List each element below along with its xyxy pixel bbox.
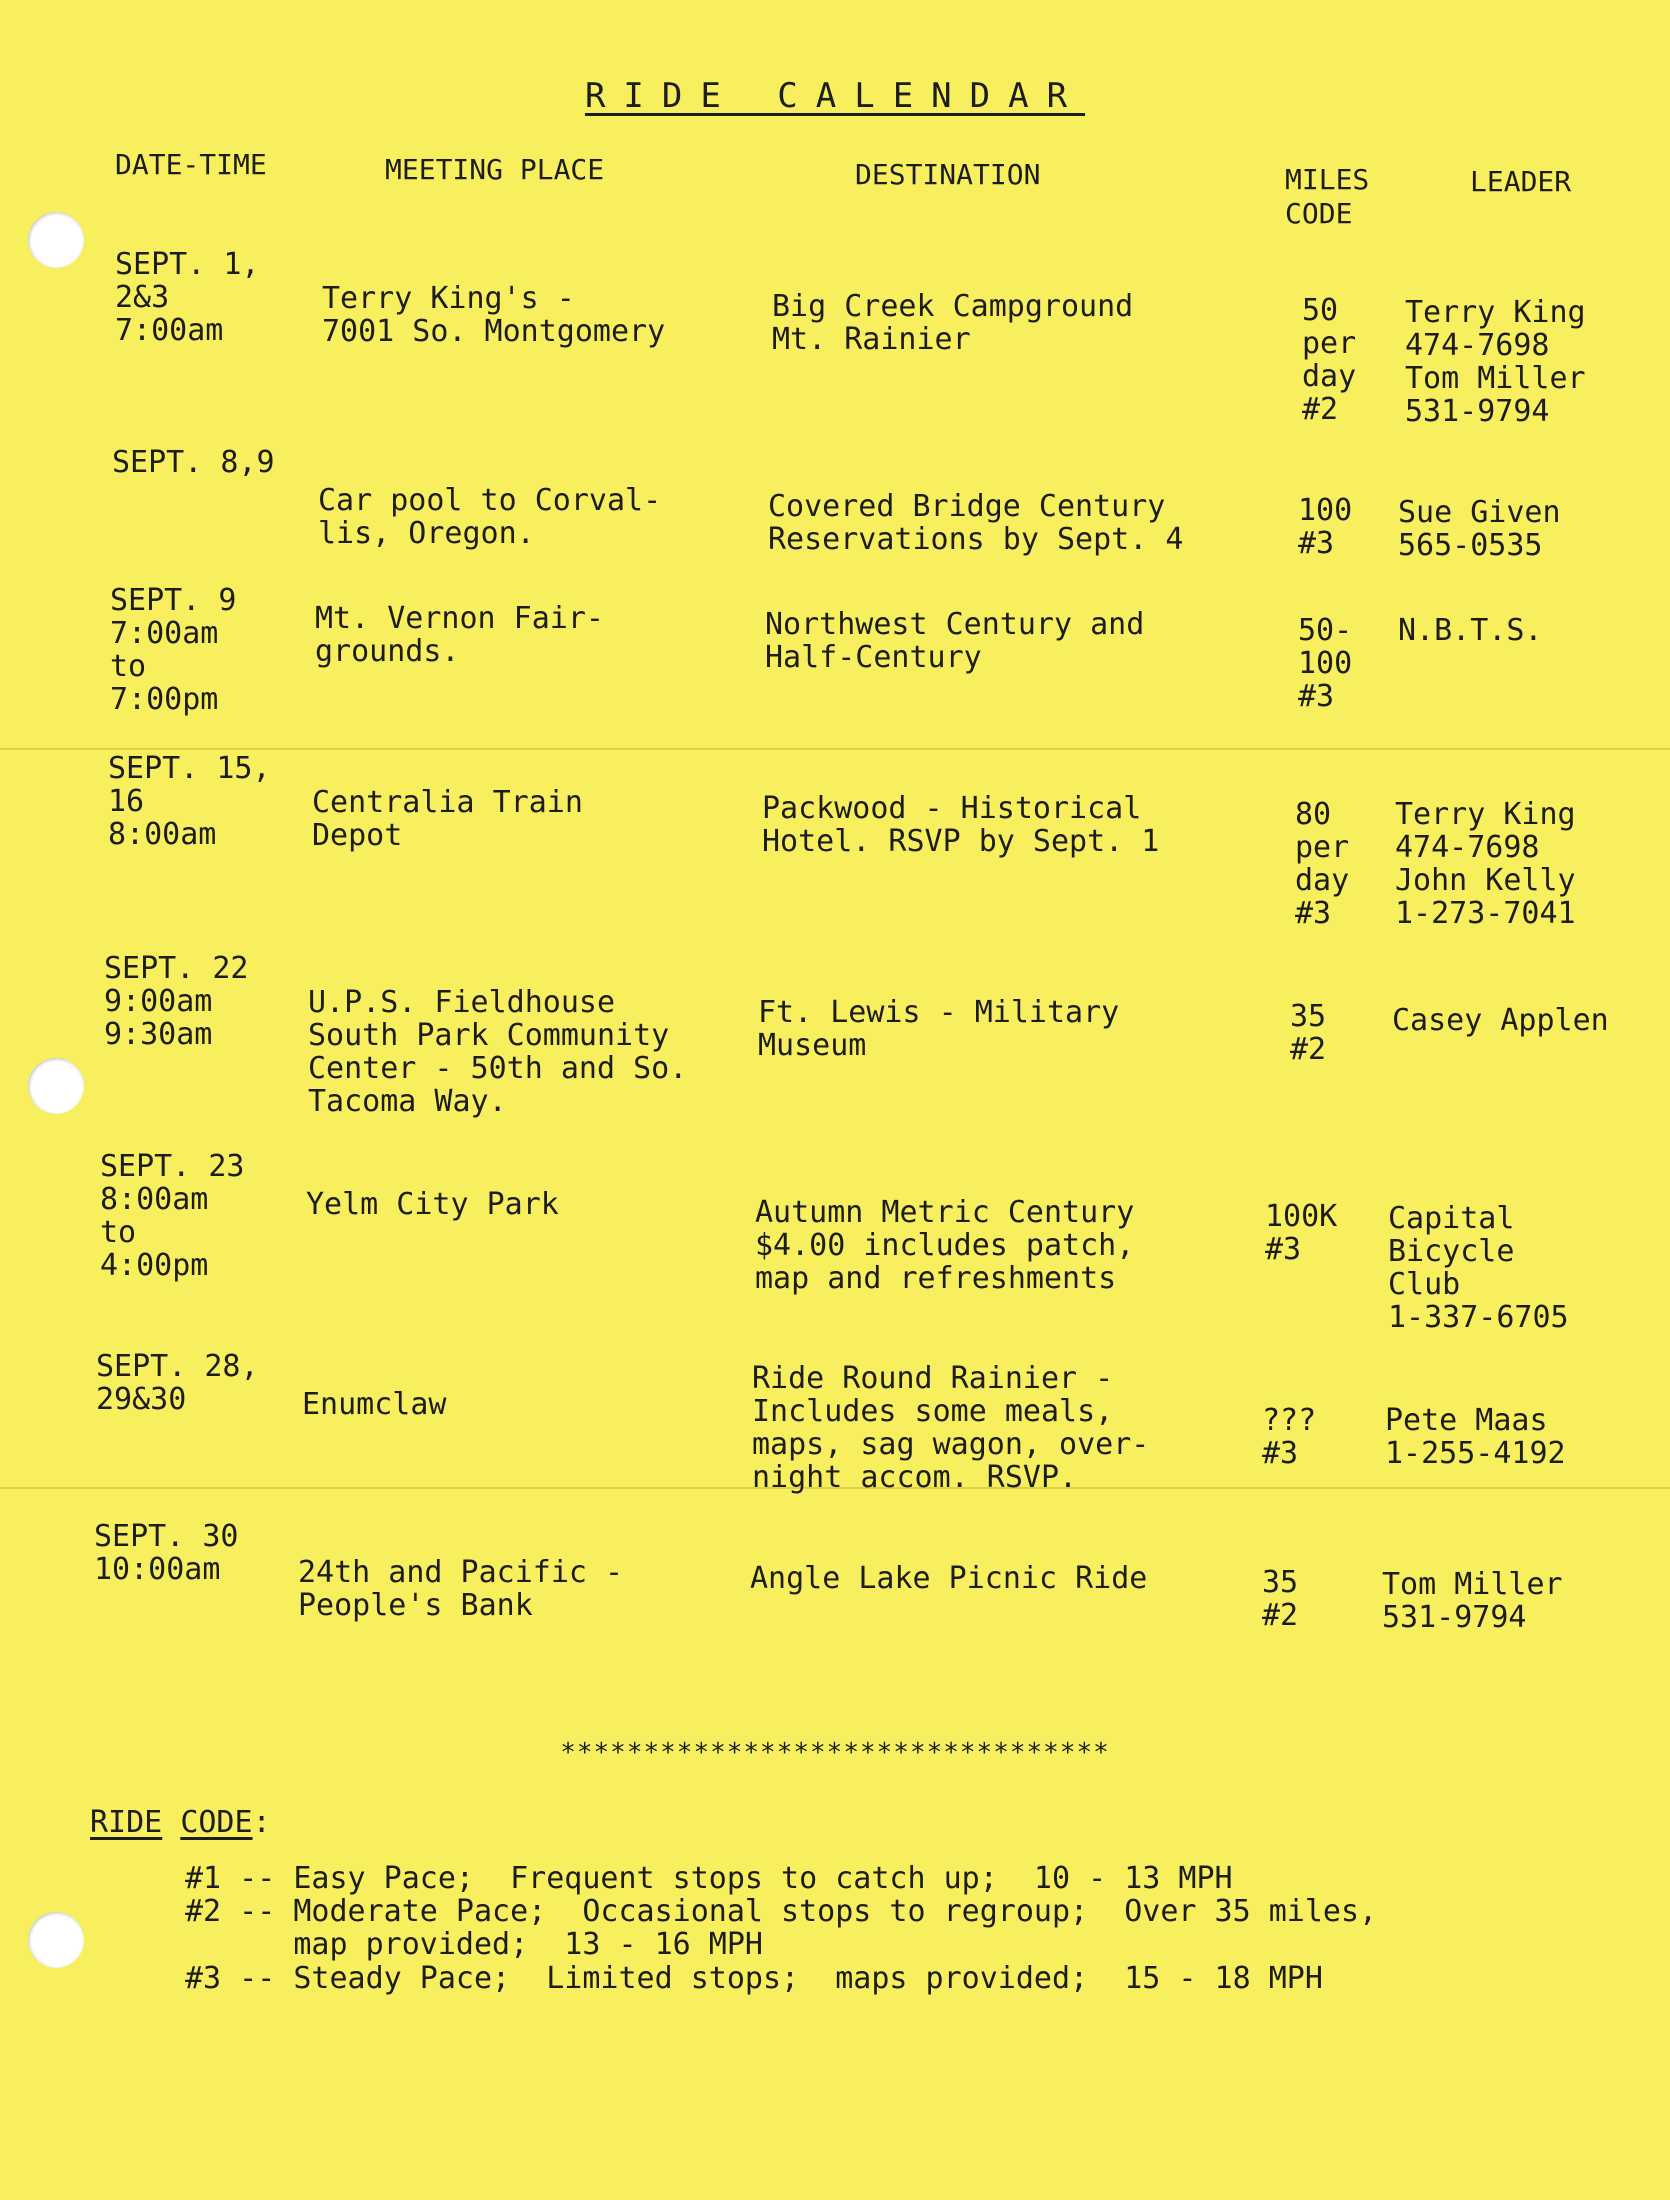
ride-date: SEPT. 8,9: [112, 445, 275, 480]
ride-miles-code: 100K #3: [1265, 1199, 1338, 1267]
separator-stars: *********************************: [560, 1738, 1110, 1768]
ride-date: SEPT. 28, 29&30: [96, 1349, 259, 1417]
ride-date: SEPT. 1, 2&3 7:00am: [115, 247, 260, 348]
ride-date: SEPT. 22 9:00am 9:30am: [104, 951, 249, 1052]
ride-miles-code: 50 per day #2: [1302, 293, 1357, 427]
ride-destination: Covered Bridge Century Reservations by Sept. 4: [768, 489, 1184, 557]
ride-meeting-place: Enumclaw: [302, 1387, 447, 1422]
ride-miles-code: 35 #2: [1262, 1565, 1299, 1633]
ride-destination: Ft. Lewis - Military Museum: [758, 995, 1120, 1063]
ride-destination: Autumn Metric Century $4.00 includes patch, map and refreshments: [755, 1195, 1135, 1296]
header-date-time: DATE-TIME: [115, 148, 267, 181]
ride-code-heading: [90, 1805, 271, 1840]
ride-destination: Northwest Century and Half-Century: [765, 607, 1145, 675]
punch-hole: [28, 1058, 84, 1114]
ride-code-line: map provided; 13 - 16 MPH: [185, 1927, 763, 1962]
ride-meeting-place: Car pool to Corval- lis, Oregon.: [318, 483, 662, 551]
ride-destination: Packwood - Historical Hotel. RSVP by Sept. 1: [762, 791, 1160, 859]
ride-code-heading-colon: :: [252, 1805, 271, 1840]
ride-miles-code: 100 #3: [1298, 493, 1353, 561]
punch-hole: [28, 1912, 84, 1968]
ride-meeting-place: Yelm City Park: [306, 1187, 559, 1222]
ride-date: SEPT. 23 8:00am to 4:00pm: [100, 1149, 245, 1283]
ride-miles-code: 35 #2: [1290, 999, 1327, 1067]
ride-meeting-place: U.P.S. Fieldhouse South Park Community Center - 50th and So. Tacoma Way.: [308, 985, 688, 1119]
ride-leader: N.B.T.S.: [1398, 613, 1543, 648]
ride-meeting-place: 24th and Pacific - People's Bank: [298, 1555, 624, 1623]
ride-meeting-place: Terry King's - 7001 So. Montgomery: [322, 281, 666, 349]
header-destination: DESTINATION: [855, 158, 1041, 191]
ride-date: SEPT. 15, 16 8:00am: [108, 751, 271, 852]
ride-meeting-place: Centralia Train Depot: [312, 785, 583, 853]
ride-code-heading-word: CODE: [180, 1805, 253, 1840]
ride-date: SEPT. 9 7:00am to 7:00pm: [110, 583, 237, 717]
ride-leader: Casey Applen: [1392, 1003, 1609, 1038]
page-title: RIDE CALENDAR: [584, 76, 1086, 116]
ride-code-line: #2 -- Moderate Pace; Occasional stops to regroup; Over 35 miles,: [185, 1894, 1378, 1929]
ride-code-line: #3 -- Steady Pace; Limited stops; maps provided; 15 - 18 MPH: [185, 1961, 1323, 1996]
ride-meeting-place: Mt. Vernon Fair- grounds.: [315, 601, 604, 669]
ride-miles-code: 50- 100 #3: [1298, 613, 1353, 714]
ride-leader: Tom Miller 531-9794: [1382, 1567, 1563, 1635]
ride-code-heading-word: RIDE: [90, 1805, 163, 1840]
ride-destination: Ride Round Rainier - Includes some meals, maps, sag wagon, over- night accom. RSVP.: [752, 1361, 1150, 1495]
ride-code-line: #1 -- Easy Pace; Frequent stops to catch up; 10 - 13 MPH: [185, 1861, 1233, 1896]
ride-destination: Big Creek Campground Mt. Rainier: [772, 289, 1134, 357]
ride-leader: Terry King 474-7698 John Kelly 1-273-7041: [1395, 797, 1576, 931]
header-leader: LEADER: [1470, 165, 1572, 198]
header-meeting-place: MEETING PLACE: [385, 153, 605, 186]
ride-miles-code: ??? #3: [1262, 1403, 1317, 1471]
ride-leader: Capital Bicycle Club 1-337-6705: [1388, 1201, 1569, 1335]
header-miles-code: MILES CODE: [1285, 163, 1370, 230]
ride-leader: Terry King 474-7698 Tom Miller 531-9794: [1405, 295, 1586, 429]
ride-destination: Angle Lake Picnic Ride: [750, 1561, 1148, 1596]
ride-leader: Sue Given 565-0535: [1398, 495, 1561, 563]
ride-date: SEPT. 30 10:00am: [94, 1519, 239, 1587]
ride-miles-code: 80 per day #3: [1295, 797, 1350, 931]
ride-leader: Pete Maas 1-255-4192: [1385, 1403, 1566, 1471]
paper-fold: [0, 748, 1670, 750]
punch-hole: [28, 212, 84, 268]
